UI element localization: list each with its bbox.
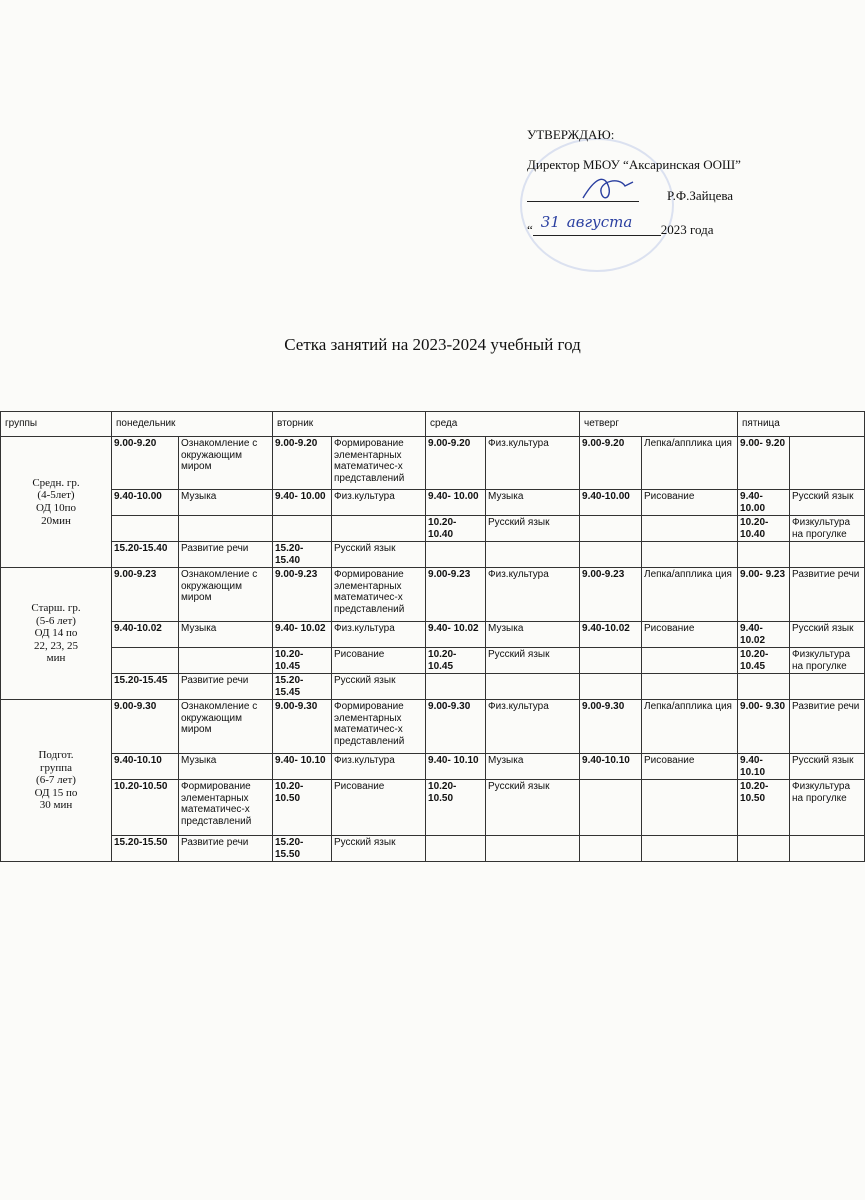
lesson-cell: Русский язык — [486, 780, 580, 836]
time-cell: 10.20- 10.45 — [426, 648, 486, 674]
lesson-cell: Музыка — [179, 754, 273, 780]
time-cell: 9.00-9.23 — [426, 568, 486, 622]
time-cell: 10.20- 10.50 — [738, 780, 790, 836]
time-cell: 9.40-10.00 — [580, 490, 642, 516]
time-cell: 9.40- 10.10 — [426, 754, 486, 780]
time-cell — [580, 780, 642, 836]
lesson-cell: Развитие речи — [179, 836, 273, 862]
lesson-cell — [642, 516, 738, 542]
time-cell — [426, 836, 486, 862]
lesson-cell — [642, 648, 738, 674]
lesson-cell — [790, 542, 865, 568]
time-cell: 9.00-9.30 — [580, 700, 642, 754]
lesson-cell: Физ.культура — [332, 754, 426, 780]
lesson-cell: Рисование — [642, 622, 738, 648]
table-row — [1, 648, 865, 674]
table-row — [1, 516, 865, 542]
lesson-cell — [790, 836, 865, 862]
time-cell: 10.20- 10.50 — [273, 780, 332, 836]
time-cell: 10.20- 10.40 — [426, 516, 486, 542]
time-cell — [738, 542, 790, 568]
lesson-cell: Развитие речи — [179, 542, 273, 568]
time-cell: 10.20- 10.40 — [738, 516, 790, 542]
lesson-cell: Ознакомление с окружающим миром — [179, 700, 273, 754]
lesson-cell: Музыка — [179, 490, 273, 516]
time-cell: 9.00-9.30 — [426, 700, 486, 754]
time-cell: 15.20- 15.40 — [273, 542, 332, 568]
lesson-cell: Рисование — [332, 648, 426, 674]
time-cell: 9.40- 10.00 — [273, 490, 332, 516]
lesson-cell: Музыка — [486, 490, 580, 516]
time-cell: 9.40-10.02 — [580, 622, 642, 648]
lesson-cell: Формирование элементарных математичес-х представлений — [179, 780, 273, 836]
lesson-cell: Русский язык — [790, 622, 865, 648]
date-underline — [533, 213, 661, 236]
schedule-table — [0, 411, 865, 862]
table-row — [1, 490, 865, 516]
lesson-cell: Формирование элементарных математичес-х представлений — [332, 700, 426, 754]
time-cell: 9.00- 9.30 — [738, 700, 790, 754]
lesson-cell: Ознакомление с окружающим миром — [179, 437, 273, 490]
time-cell — [273, 516, 332, 542]
lesson-cell: Русский язык — [332, 836, 426, 862]
time-cell: 9.40-10.10 — [112, 754, 179, 780]
time-cell — [112, 516, 179, 542]
date-day: 31 — [540, 213, 560, 231]
lesson-cell — [486, 674, 580, 700]
date-line — [527, 213, 714, 237]
lesson-cell: Физ.культура — [486, 437, 580, 490]
time-cell — [738, 836, 790, 862]
lesson-cell — [790, 437, 865, 490]
group-label: Старш. гр. (5-6 лет) ОД 14 по 22, 23, 25 мин — [1, 568, 112, 700]
time-cell: 15.20-15.45 — [112, 674, 179, 700]
time-cell: 9.00-9.20 — [112, 437, 179, 490]
lesson-cell: Русский язык — [486, 516, 580, 542]
lesson-cell: Русский язык — [790, 754, 865, 780]
group-label: Подгот. группа (6-7 лет) ОД 15 по 30 мин — [1, 700, 112, 862]
lesson-cell: Музыка — [486, 622, 580, 648]
group-label: Средн. гр. (4-5лет) ОД 10по 20мин — [1, 437, 112, 568]
lesson-cell — [332, 516, 426, 542]
time-cell: 9.00-9.30 — [112, 700, 179, 754]
lesson-cell: Лепка/апплика ция — [642, 700, 738, 754]
time-cell: 9.00-9.20 — [273, 437, 332, 490]
time-cell: 9.40- 10.02 — [273, 622, 332, 648]
time-cell: 10.20-10.50 — [112, 780, 179, 836]
table-header-row — [1, 412, 865, 437]
time-cell — [580, 542, 642, 568]
time-cell: 15.20-15.50 — [112, 836, 179, 862]
document-title: Сетка занятий на 2023-2024 учебный год — [284, 335, 581, 354]
director-line: Директор МБОУ “Аксаринская ООШ” — [527, 157, 741, 172]
time-cell: 9.40-10.10 — [580, 754, 642, 780]
lesson-cell: Русский язык — [332, 674, 426, 700]
time-cell: 9.00-9.30 — [273, 700, 332, 754]
time-cell — [738, 674, 790, 700]
time-cell: 15.20- 15.50 — [273, 836, 332, 862]
time-cell — [426, 674, 486, 700]
lesson-cell: Ознакомление с окружающим миром — [179, 568, 273, 622]
header-monday: понедельник — [112, 412, 273, 437]
time-cell — [580, 674, 642, 700]
time-cell: 10.20- 10.50 — [426, 780, 486, 836]
time-cell: 9.00- 9.23 — [738, 568, 790, 622]
table-row — [1, 754, 865, 780]
time-cell — [426, 542, 486, 568]
lesson-cell — [642, 780, 738, 836]
lesson-cell — [179, 516, 273, 542]
time-cell: 9.40-10.02 — [112, 622, 179, 648]
time-cell — [580, 648, 642, 674]
lesson-cell: Рисование — [642, 490, 738, 516]
lesson-cell: Лепка/апплика ция — [642, 437, 738, 490]
time-cell: 9.00-9.20 — [580, 437, 642, 490]
table-row — [1, 780, 865, 836]
time-cell: 9.40- 10.10 — [273, 754, 332, 780]
time-cell: 9.00- 9.20 — [738, 437, 790, 490]
schedule-body — [1, 437, 865, 862]
lesson-cell — [790, 674, 865, 700]
lesson-cell: Физ.культура — [332, 622, 426, 648]
signatory-name: Р.Ф.Зайцева — [667, 188, 734, 203]
date-open-quote: “ — [527, 222, 533, 237]
handwritten-signature — [575, 168, 645, 208]
lesson-cell: Русский язык — [790, 490, 865, 516]
table-row — [1, 622, 865, 648]
header-friday: пятница — [738, 412, 865, 437]
lesson-cell: Рисование — [642, 754, 738, 780]
lesson-cell: Рисование — [332, 780, 426, 836]
time-cell: 9.00-9.20 — [426, 437, 486, 490]
time-cell — [580, 516, 642, 542]
time-cell: 9.40-10.00 — [112, 490, 179, 516]
time-cell: 9.40- 10.02 — [426, 622, 486, 648]
time-cell: 10.20- 10.45 — [738, 648, 790, 674]
lesson-cell — [642, 542, 738, 568]
lesson-cell: Формирование элементарных математичес-х представлений — [332, 568, 426, 622]
lesson-cell — [642, 836, 738, 862]
approve-word: УТВЕРЖДАЮ: — [527, 127, 615, 142]
lesson-cell: Развитие речи — [790, 568, 865, 622]
lesson-cell: Музыка — [179, 622, 273, 648]
lesson-cell: Физ.культура — [486, 568, 580, 622]
time-cell: 9.40- 10.02 — [738, 622, 790, 648]
date-month: августа — [566, 213, 633, 231]
table-row — [1, 674, 865, 700]
time-cell — [112, 648, 179, 674]
lesson-cell: Лепка/апплика ция — [642, 568, 738, 622]
time-cell: 9.40- 10.10 — [738, 754, 790, 780]
lesson-cell: Русский язык — [332, 542, 426, 568]
lesson-cell — [486, 836, 580, 862]
time-cell: 10.20- 10.45 — [273, 648, 332, 674]
lesson-cell: Физкультура на прогулке — [790, 648, 865, 674]
lesson-cell: Русский язык — [486, 648, 580, 674]
header-groups: группы — [1, 412, 112, 437]
table-row — [1, 836, 865, 862]
lesson-cell: Музыка — [486, 754, 580, 780]
table-row — [1, 700, 865, 754]
table-row — [1, 542, 865, 568]
time-cell: 9.00-9.23 — [273, 568, 332, 622]
time-cell: 15.20-15.40 — [112, 542, 179, 568]
time-cell: 15.20- 15.45 — [273, 674, 332, 700]
table-row — [1, 568, 865, 622]
lesson-cell — [642, 674, 738, 700]
header-tuesday: вторник — [273, 412, 426, 437]
time-cell — [580, 836, 642, 862]
header-thursday: четверг — [580, 412, 738, 437]
lesson-cell: Физ.культура — [486, 700, 580, 754]
lesson-cell: Физкультура на прогулке — [790, 780, 865, 836]
lesson-cell: Развитие речи — [790, 700, 865, 754]
header-wednesday: среда — [426, 412, 580, 437]
time-cell: 9.00-9.23 — [112, 568, 179, 622]
time-cell: 9.40- 10.00 — [426, 490, 486, 516]
lesson-cell: Формирование элементарных математичес-х представлений — [332, 437, 426, 490]
lesson-cell: Физ.культура — [332, 490, 426, 516]
lesson-cell: Физкультура на прогулке — [790, 516, 865, 542]
table-row — [1, 437, 865, 490]
lesson-cell — [179, 648, 273, 674]
time-cell: 9.00-9.23 — [580, 568, 642, 622]
lesson-cell — [486, 542, 580, 568]
date-year: 2023 года — [660, 222, 714, 237]
time-cell: 9.40- 10.00 — [738, 490, 790, 516]
lesson-cell: Развитие речи — [179, 674, 273, 700]
